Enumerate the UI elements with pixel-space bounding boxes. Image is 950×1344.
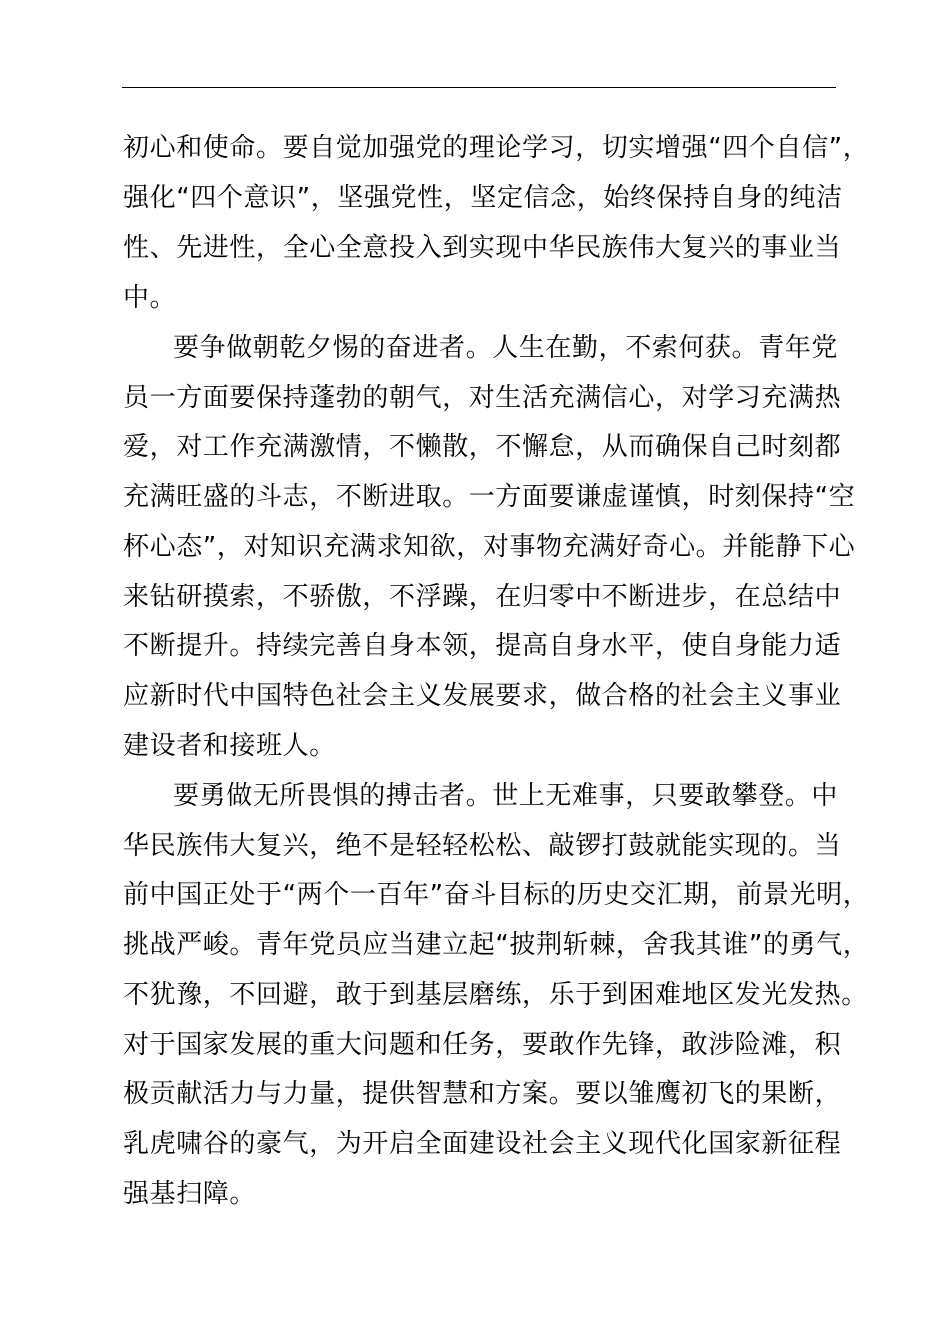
text-line: 建设者和接班人。	[123, 731, 336, 761]
text-line: 充满旺盛的斗志，不断进取。一方面要谦虚谨慎，时刻保持“空	[123, 482, 856, 512]
text-line: 华民族伟大复兴，绝不是轻轻松松、敲锣打鼓就能实现的。当	[123, 831, 842, 861]
text-line: 极贡献活力与力量，提供智慧和方案。要以雏鹰初飞的果断，	[123, 1079, 842, 1109]
text-line: 挑战严峻。青年党员应当建立起“披荆斩棘，舍我其谁”的勇气，	[123, 930, 870, 960]
text-line: 性、先进性，全心全意投入到实现中华民族伟大复兴的事业当	[123, 233, 842, 263]
text-line: 中。	[123, 283, 177, 313]
text-line: 来钻研摸索，不骄傲，不浮躁，在归零中不断进步，在总结中	[123, 582, 842, 612]
paragraph-first-line: 要争做朝乾夕惕的奋进者。人生在勤，不索何获。青年党	[173, 333, 839, 363]
text-line: 强基扫障。	[123, 1179, 257, 1209]
text-line: 员一方面要保持蓬勃的朝气，对生活充满信心，对学习充满热	[123, 383, 842, 413]
paragraph-first-line: 要勇做无所畏惧的搏击者。世上无难事，只要敢攀登。中	[173, 781, 839, 811]
text-line: 乳虎啸谷的豪气，为开启全面建设社会主义现代化国家新征程	[123, 1129, 842, 1159]
text-line: 不断提升。持续完善自身本领，提高自身水平，使自身能力适	[123, 631, 842, 661]
text-line: 前中国正处于“两个一百年”奋斗目标的历史交汇期，前景光明，	[123, 880, 870, 910]
text-line: 应新时代中国特色社会主义发展要求，做合格的社会主义事业	[123, 681, 842, 711]
text-line: 强化“四个意识”，坚强党性，坚定信念，始终保持自身的纯洁	[123, 183, 843, 213]
header-rule	[122, 87, 836, 88]
text-line: 不犹豫，不回避，敢于到基层磨练，乐于到困难地区发光发热。	[123, 980, 868, 1010]
text-line: 杯心态”，对知识充满求知欲，对事物充满好奇心。并能静下心	[123, 532, 856, 562]
text-line: 对于国家发展的重大问题和任务，要敢作先锋，敢涉险滩，积	[123, 1030, 842, 1060]
text-line: 爱，对工作充满激情，不懒散，不懈怠，从而确保自己时刻都	[123, 432, 842, 462]
text-line: 初心和使命。要自觉加强党的理论学习，切实增强“四个自信”，	[123, 133, 870, 163]
